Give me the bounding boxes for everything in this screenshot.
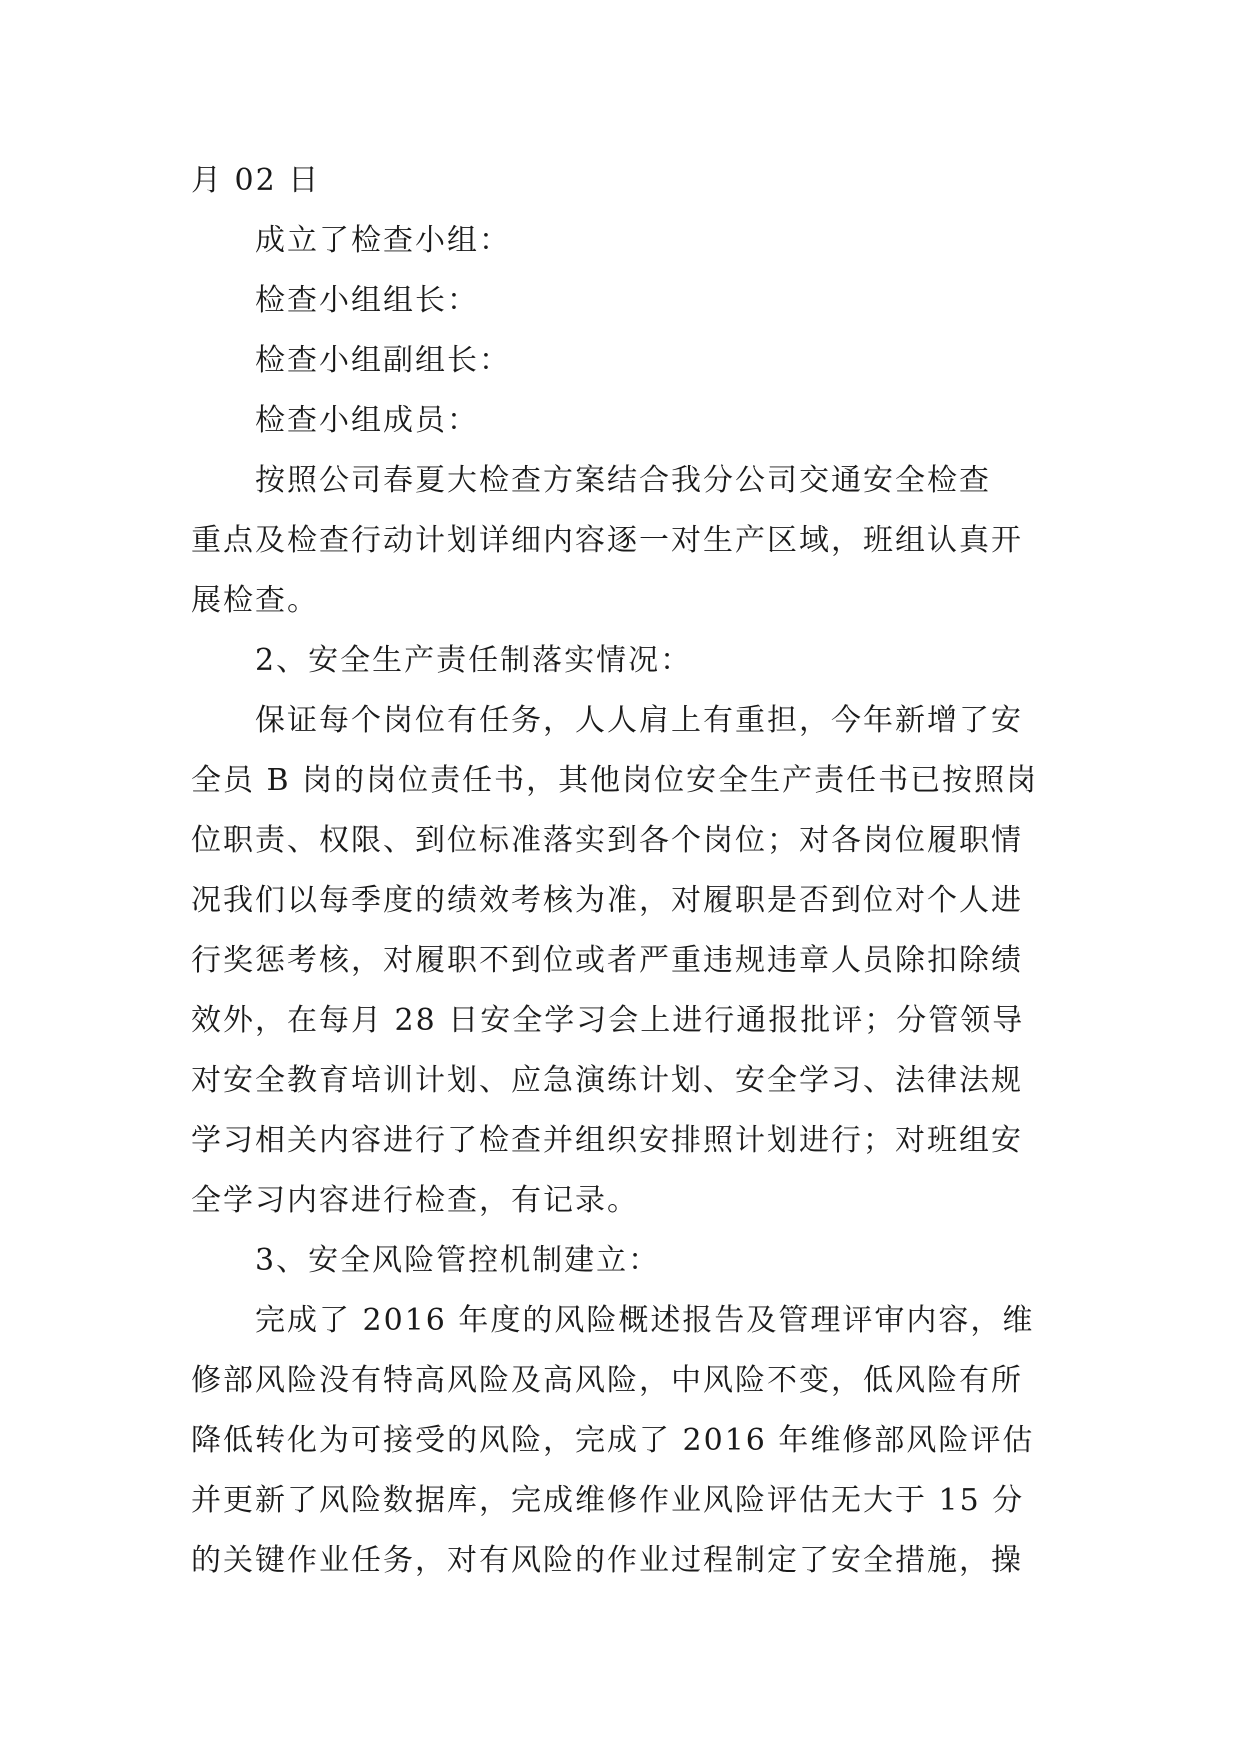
paragraph-line: 对安全教育培训计划、应急演练计划、安全学习、法律法规 bbox=[191, 1063, 1023, 1098]
paragraph-line: 展检查。 bbox=[191, 583, 319, 618]
paragraph-line: 按照公司春夏大检查方案结合我分公司交通安全检查 bbox=[255, 463, 991, 498]
team-deputy-leader-label: 检查小组副组长： bbox=[255, 343, 511, 378]
responsibility-paragraph bbox=[191, 691, 1051, 1231]
date-fragment: 月 02 日 bbox=[191, 163, 321, 198]
paragraph-line: 全学习内容进行检查，有记录。 bbox=[191, 1183, 639, 1218]
paragraph-line: 学习相关内容进行了检查并组织安排照计划进行；对班组安 bbox=[191, 1123, 1023, 1158]
paragraph-line: 完成了 2016 年度的风险概述报告及管理评审内容，维 bbox=[255, 1303, 1035, 1338]
risk-paragraph bbox=[191, 1291, 1051, 1591]
team-established: 成立了检查小组： bbox=[255, 223, 511, 258]
team-leader-label: 检查小组组长： bbox=[255, 283, 479, 318]
paragraph-line: 况我们以每季度的绩效考核为准，对履职是否到位对个人进 bbox=[191, 883, 1023, 918]
section-heading-3: 3、安全风险管控机制建立： bbox=[255, 1243, 661, 1278]
document-body bbox=[191, 151, 1051, 1591]
paragraph-line: 并更新了风险数据库，完成维修作业风险评估无大于 15 分 bbox=[191, 1483, 1025, 1518]
paragraph-line: 全员 B 岗的岗位责任书，其他岗位安全生产责任书已按照岗 bbox=[191, 763, 1039, 798]
paragraph-line: 位职责、权限、到位标准落实到各个岗位；对各岗位履职情 bbox=[191, 823, 1023, 858]
paragraph-line: 效外，在每月 28 日安全学习会上进行通报批评；分管领导 bbox=[191, 1003, 1025, 1038]
paragraph-line: 降低转化为可接受的风险，完成了 2016 年维修部风险评估 bbox=[191, 1423, 1035, 1458]
paragraph-line: 修部风险没有特高风险及高风险，中风险不变，低风险有所 bbox=[191, 1363, 1023, 1398]
paragraph-line: 重点及检查行动计划详细内容逐一对生产区域，班组认真开 bbox=[191, 523, 1023, 558]
paragraph-line: 的关键作业任务，对有风险的作业过程制定了安全措施，操 bbox=[191, 1543, 1023, 1578]
paragraph-line: 保证每个岗位有任务，人人肩上有重担，今年新增了安 bbox=[255, 703, 1023, 738]
team-members-label: 检查小组成员： bbox=[255, 403, 479, 438]
paragraph-line: 行奖惩考核，对履职不到位或者严重违规违章人员除扣除绩 bbox=[191, 943, 1023, 978]
inspection-paragraph bbox=[191, 451, 1051, 631]
section-heading-2: 2、安全生产责任制落实情况： bbox=[255, 643, 693, 678]
